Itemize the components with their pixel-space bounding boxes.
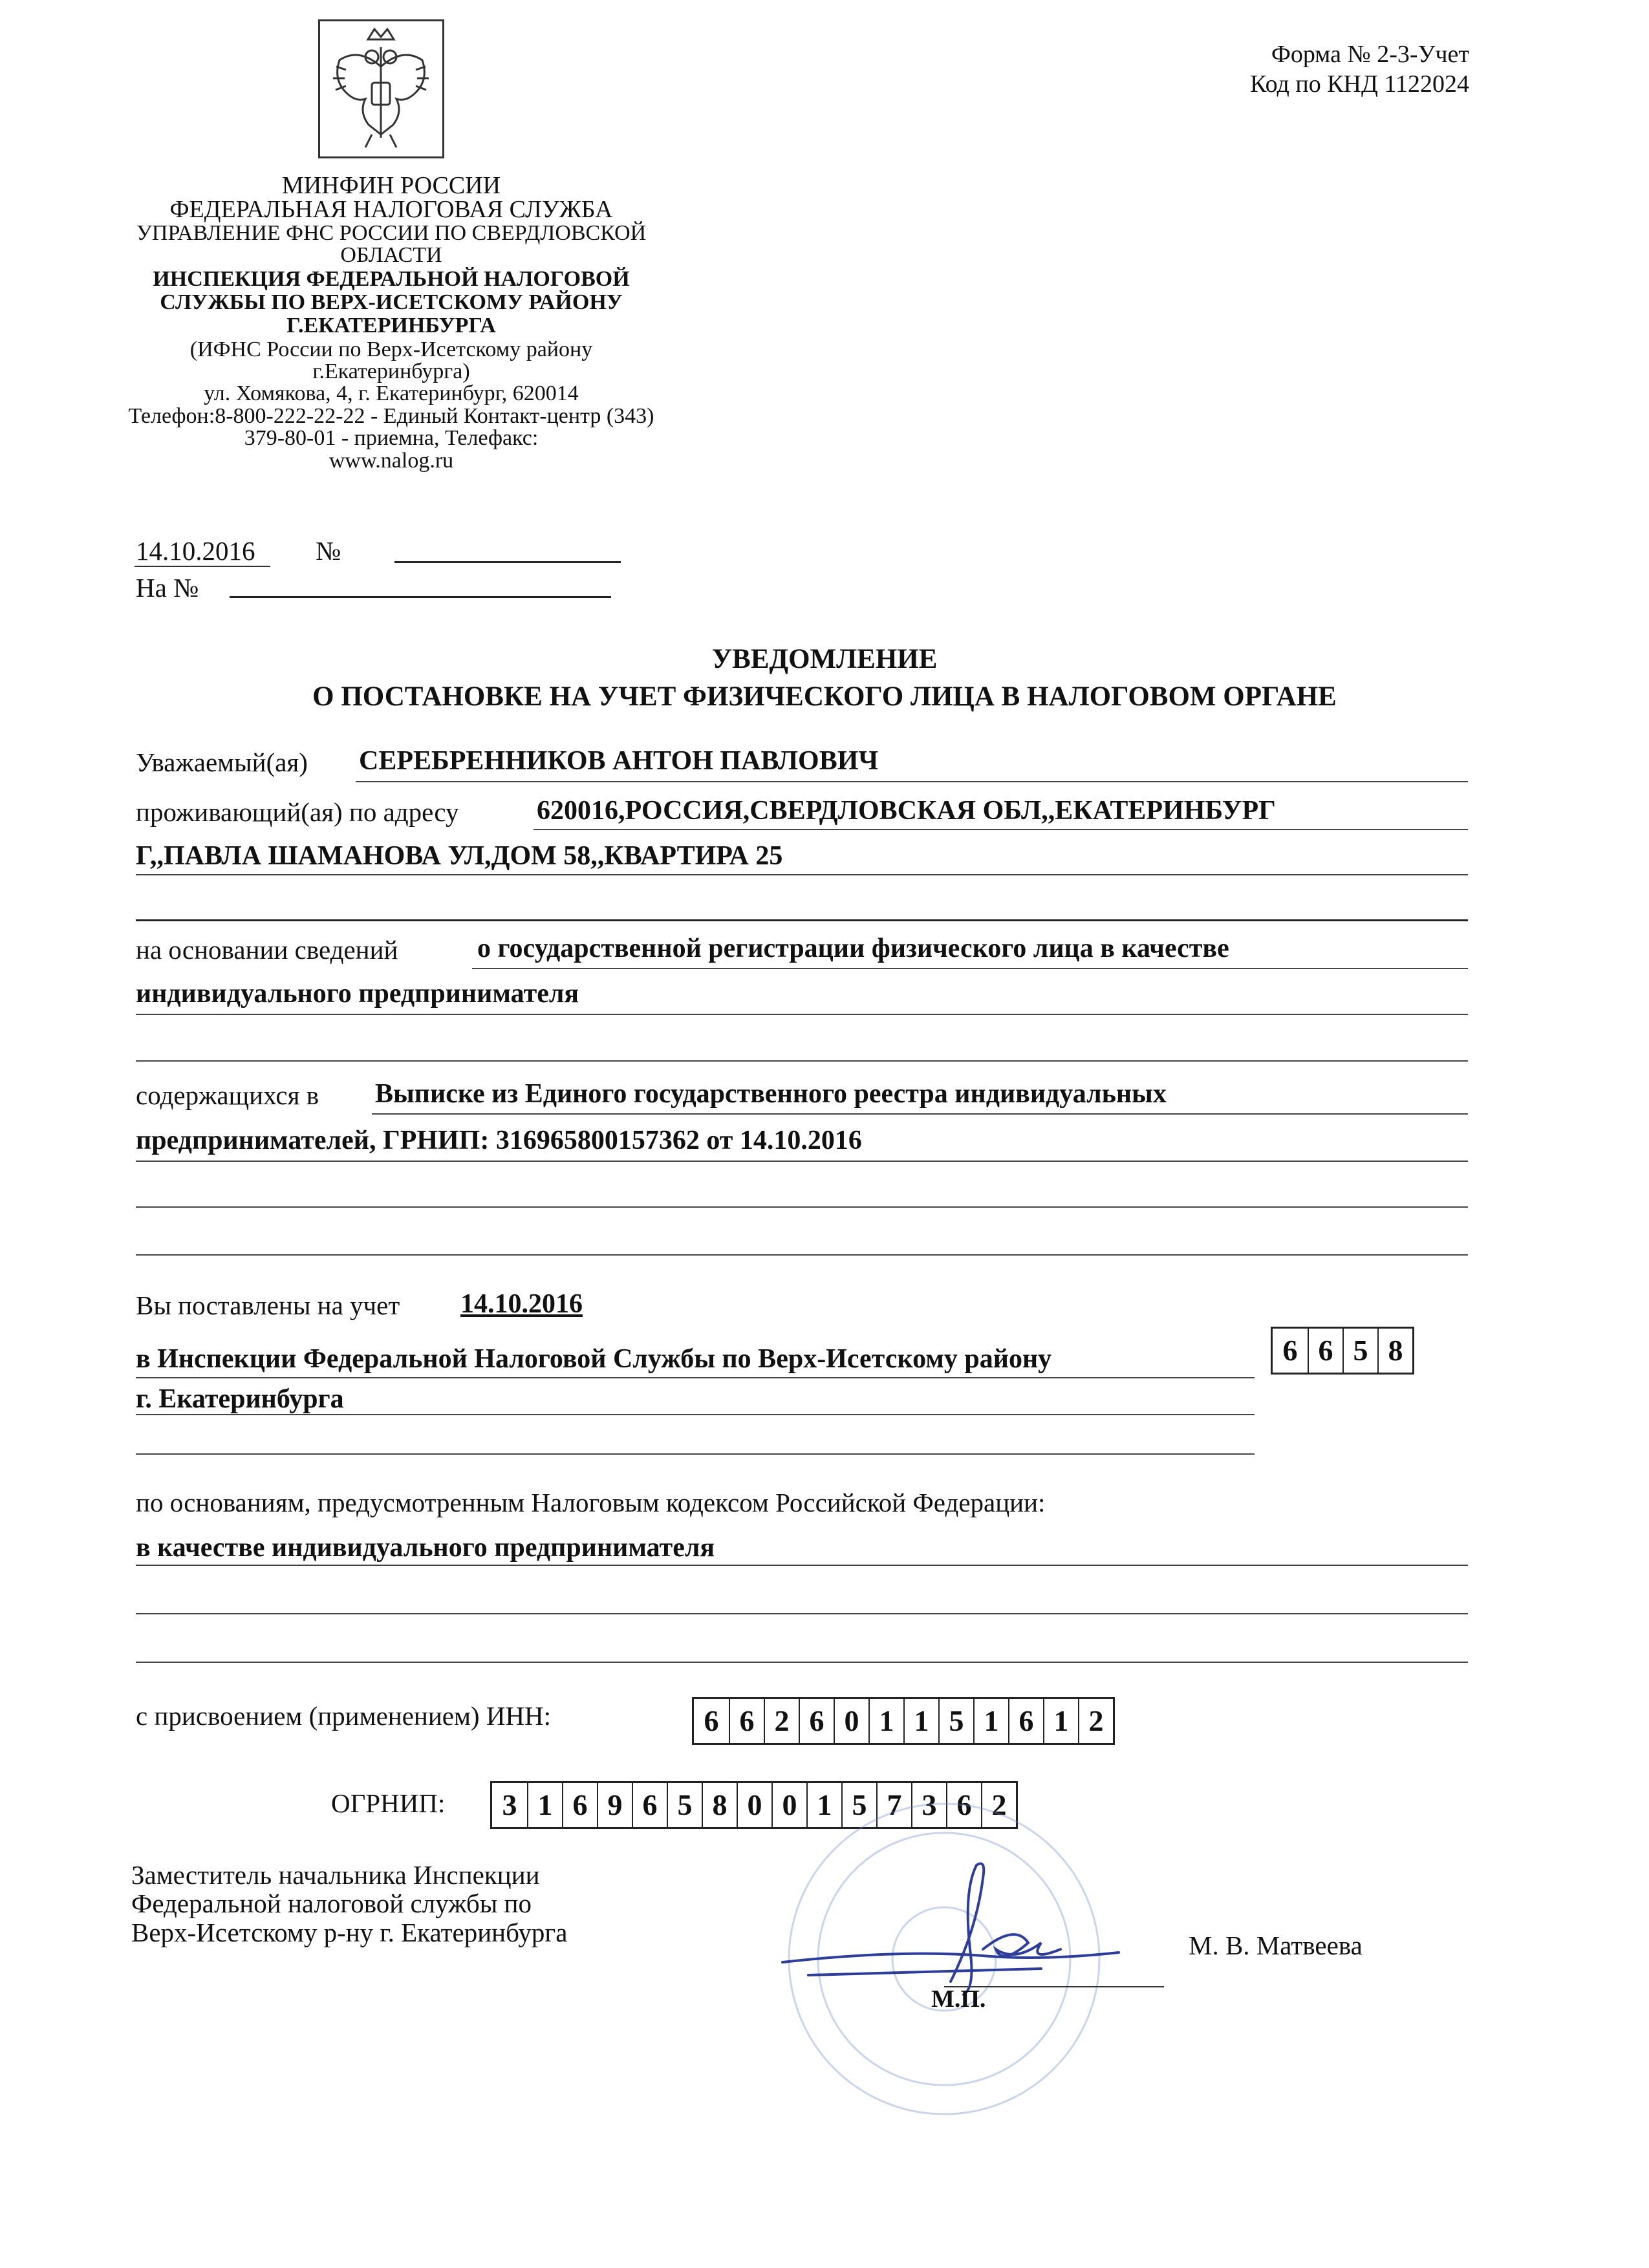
inn-digit: 6 [704,1704,719,1737]
org-directorate-2: ОБЛАСТИ [340,243,442,267]
signatory-position-1: Заместитель начальника Инспекции [131,1860,540,1890]
inn-digit: 5 [938,1699,973,1743]
inn-digit: 1 [973,1699,1008,1743]
doc-number-label: № [316,536,341,566]
inn-boxes [692,1697,1115,1745]
ogrnip-digit: 6 [632,1783,667,1827]
ogrnip-digit: 0 [737,1783,771,1827]
inn-digit: 1 [903,1699,938,1743]
doc-date: 14.10.2016 [136,536,255,566]
org-inspection-1: ИНСПЕКЦИЯ ФЕДЕРАЛЬНОЙ НАЛОГОВОЙ [153,267,630,291]
authority-code-digit: 6 [1282,1334,1298,1367]
address-line-2 [136,874,1468,875]
name-line [356,781,1468,782]
source-line-1 [372,1113,1468,1115]
org-directorate-1: УПРАВЛЕНИЕ ФНС РОССИИ ПО СВЕРДЛОВСКОЙ [136,221,647,245]
address-line-1 [534,829,1468,830]
person-name: СЕРЕБРЕННИКОВ АНТОН ПАВЛОВИЧ [359,746,879,776]
org-site: www.nalog.ru [329,449,454,473]
basis-line-3 [136,1060,1468,1062]
inn-digit: 2 [1078,1699,1113,1743]
basis-text-2: индивидуального предпринимателя [136,979,579,1009]
basis-text-1: о государственной регистрации физического лица в качестве [477,934,1229,963]
address-label: проживающий(ая) по адресу [136,797,459,827]
grounds-line-3 [136,1662,1468,1663]
authority-line-2 [136,1414,1255,1415]
ogrnip-digit: 2 [981,1783,1016,1827]
person-address-2: Г,,ПАВЛА ШАМАНОВА УЛ,ДОМ 58,,КВАРТИРА 25 [136,841,783,871]
inn-digit: 1 [1043,1699,1078,1743]
address-line-3 [136,919,1468,921]
ogrnip-digit: 6 [562,1783,597,1827]
org-inspection-2: СЛУЖБЫ ПО ВЕРХ-ИСЕТСКОМУ РАЙОНУ [160,290,623,314]
signatory-position-2: Федеральной налоговой службы по [131,1888,532,1919]
org-inspection-3: Г.ЕКАТЕРИНБУРГА [286,314,496,337]
org-short-1: (ИФНС России по Верх-Исетскому району [189,337,593,361]
signatory-position-3: Верх-Исетскому р-ну г. Екатеринбурга [131,1917,568,1947]
greeting-label: Уважаемый(ая) [136,747,308,777]
title-line-1: УВЕДОМЛЕНИЕ [711,644,938,674]
registration-date: 14.10.2016 [460,1289,583,1319]
authority-code-digit: 6 [1308,1329,1342,1373]
ogrnip-digit: 1 [527,1783,562,1827]
signatory-name: М. В. Матвеева [1189,1931,1363,1960]
source-line-2 [136,1161,1468,1162]
form-id [1138,40,1469,99]
signature-icon [770,1852,1132,2001]
inn-digit: 2 [764,1699,799,1743]
ogrnip-digit: 1 [806,1783,841,1827]
source-text-2: предпринимателей, ГРНИП: 316965800157362 от 14.10.2016 [136,1126,862,1155]
source-line-3 [136,1206,1468,1208]
org-short-2: г.Екатеринбурга) [312,359,470,383]
org-ministry: МИНФИН РОССИИ [281,172,501,199]
form-name: Форма № 2-3-Учет [1271,41,1469,68]
authority-code-boxes [1271,1327,1414,1375]
ogrnip-digit: 5 [667,1783,702,1827]
registration-authority-2: г. Екатеринбурга [136,1384,344,1414]
source-line-4 [136,1254,1468,1256]
doc-reply-label: На № [136,573,199,603]
basis-label: на основании сведений [136,935,398,965]
doc-number-line [394,561,621,563]
ogrnip-digit: 9 [597,1783,632,1827]
form-knd: Код по КНД 1122024 [1250,70,1469,98]
seal-label: М.П. [931,1985,986,2013]
coat-of-arms-icon [320,21,442,156]
emblem-frame [318,19,444,158]
basis-line-2 [136,1014,1468,1015]
ogrnip-digit: 3 [911,1783,946,1827]
person-address-1: 620016,РОССИЯ,СВЕРДЛОВСКАЯ ОБЛ,,ЕКАТЕРИНБУРГ [537,796,1276,826]
grounds-line-1 [136,1565,1468,1566]
authority-code-digit: 5 [1342,1329,1377,1373]
ogrnip-digit: 7 [876,1783,911,1827]
inn-digit: 0 [834,1699,868,1743]
inn-digit: 6 [729,1699,764,1743]
ogrnip-label: ОГРНИП: [331,1788,446,1818]
registration-authority-1: в Инспекции Федеральной Налоговой Службы по Верх-Исетскому району [136,1344,1052,1374]
authority-line-3 [136,1453,1255,1455]
basis-line-1 [472,968,1468,969]
doc-date-underline [135,566,270,567]
inn-label: с присвоением (применением) ИНН: [136,1701,552,1731]
ogrnip-digit: 6 [946,1783,981,1827]
org-service: ФЕДЕРАЛЬНАЯ НАЛОГОВАЯ СЛУЖБА [169,196,613,223]
inn-digit: 6 [799,1699,834,1743]
title-line-2: О ПОСТАНОВКЕ НА УЧЕТ ФИЗИЧЕСКОГО ЛИЦА В НАЛОГОВОМ ОРГАНЕ [312,681,1337,712]
inn-digit: 6 [1008,1699,1043,1743]
ogrnip-digit: 3 [502,1788,517,1821]
org-address: ул. Хомякова, 4, г. Екатеринбург, 620014 [204,381,579,405]
inn-digit: 1 [868,1699,903,1743]
grounds-text: в качестве индивидуального предпринимателя [136,1533,715,1563]
ogrnip-digit: 8 [702,1783,737,1827]
ogrnip-digit: 5 [841,1783,876,1827]
ogrnip-digit: 0 [771,1783,806,1827]
registration-label: Вы поставлены на учет [136,1290,400,1320]
source-text-1: Выписке из Единого государственного реестра индивидуальных [375,1079,1167,1109]
org-phone-2: 379-80-01 - приемна, Телефакс: [244,426,539,450]
grounds-line-2 [136,1613,1468,1614]
doc-reply-line [230,596,611,598]
signatory-position [131,1861,567,1947]
authority-line-1 [136,1377,1255,1378]
authority-code-digit: 8 [1377,1329,1412,1373]
source-label: содержащихся в [136,1080,319,1110]
grounds-label: по основаниям, предусмотренным Налоговым кодексом Российской Федерации: [136,1488,1046,1517]
org-phone-1: Телефон:8-800-222-22-22 - Единый Контакт-центр (343) [128,404,654,428]
